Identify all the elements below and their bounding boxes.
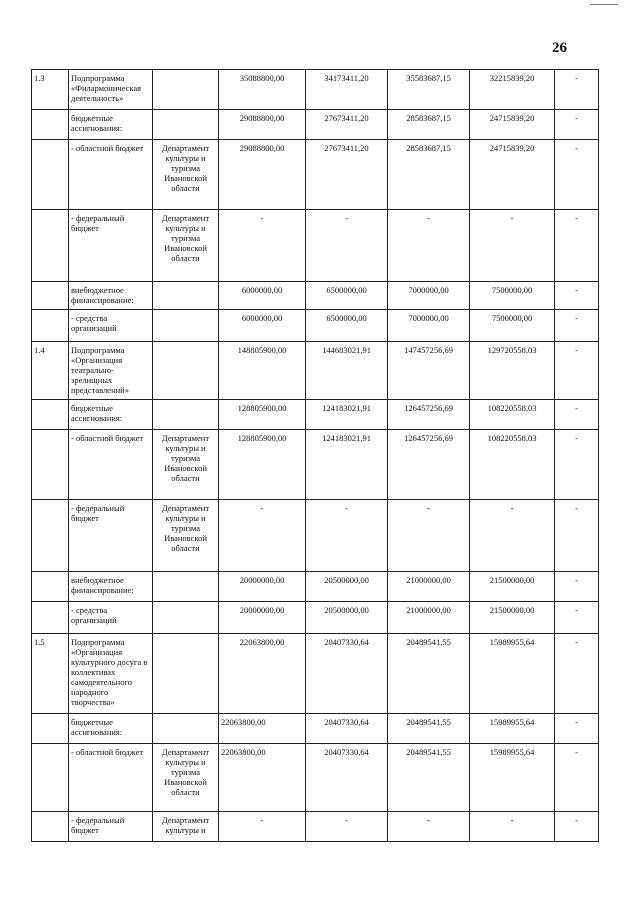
row-value-1: 20000000,00: [219, 602, 306, 634]
row-name: - федеральный бюджет: [69, 500, 153, 572]
table-row: [32, 430, 599, 500]
row-value-1: -: [219, 500, 306, 572]
row-value-1: 35088800,00: [219, 70, 306, 110]
row-number: [32, 744, 69, 812]
row-value-4: 21500000,00: [470, 572, 555, 602]
row-name: внебюджетное финансирование:: [69, 572, 153, 602]
row-name: - средства организаций: [69, 310, 153, 342]
row-number: [32, 812, 69, 842]
table-row: [32, 110, 599, 140]
row-value-5: -: [555, 70, 599, 110]
table-row: [32, 310, 599, 342]
row-name: бюджетные ассигнования:: [69, 714, 153, 744]
row-number: [32, 210, 69, 282]
row-value-1: 22063800,00: [219, 714, 306, 744]
row-executor: Департамент культуры и туризма Ивановской области: [153, 744, 219, 812]
row-value-3: 126457256,69: [388, 430, 470, 500]
row-name: внебюджетное финансирование:: [69, 282, 153, 310]
page-number: 26: [552, 40, 567, 56]
row-name: Подпрограмма «Организация культурного досуга в коллективах самодеятельного народного творчества»: [69, 634, 153, 714]
row-value-4: -: [470, 812, 555, 842]
row-executor: Департамент культуры и туризма Ивановской области: [153, 430, 219, 500]
row-name: - областной бюджет: [69, 140, 153, 210]
row-value-2: 20500000,00: [306, 572, 388, 602]
row-value-4: 7500000,00: [470, 310, 555, 342]
row-executor: Департамент культуры и туризма Ивановской области: [153, 500, 219, 572]
row-number: [32, 602, 69, 634]
row-value-4: 7500000,00: [470, 282, 555, 310]
row-value-5: -: [555, 430, 599, 500]
row-value-3: 20489541,55: [388, 634, 470, 714]
row-value-2: 34173411,20: [306, 70, 388, 110]
row-value-4: 24715839,20: [470, 140, 555, 210]
row-value-3: 20489541,55: [388, 744, 470, 812]
row-value-5: -: [555, 714, 599, 744]
row-value-1: 22063800,00: [219, 744, 306, 812]
row-value-2: 20407330,64: [306, 744, 388, 812]
row-value-2: 20407330,64: [306, 714, 388, 744]
row-value-2: 144683021,91: [306, 342, 388, 400]
row-name: - областной бюджет: [69, 430, 153, 500]
row-value-2: -: [306, 812, 388, 842]
table-row: [32, 342, 599, 400]
table-body: [32, 70, 599, 842]
row-value-2: -: [306, 500, 388, 572]
row-executor: [153, 634, 219, 714]
table-row: [32, 400, 599, 430]
row-name: - федеральный бюджет: [69, 210, 153, 282]
row-value-2: 20407330,64: [306, 634, 388, 714]
table-row: [32, 634, 599, 714]
row-value-5: -: [555, 310, 599, 342]
row-value-5: -: [555, 282, 599, 310]
row-value-1: -: [219, 210, 306, 282]
row-value-3: -: [388, 812, 470, 842]
table-row: [32, 812, 599, 842]
row-value-3: 20489541,55: [388, 714, 470, 744]
table-row: [32, 282, 599, 310]
row-name: бюджетные ассигнования:: [69, 110, 153, 140]
row-number: [32, 140, 69, 210]
table-row: [32, 602, 599, 634]
budget-table: [31, 69, 599, 842]
row-value-4: -: [470, 210, 555, 282]
row-number: 1.4: [32, 342, 69, 400]
row-number: [32, 282, 69, 310]
row-value-5: -: [555, 110, 599, 140]
row-value-4: 15989955,64: [470, 744, 555, 812]
row-number: [32, 572, 69, 602]
row-value-4: 108220558,03: [470, 430, 555, 500]
row-value-2: 124183021,91: [306, 430, 388, 500]
row-value-2: 20500000,00: [306, 602, 388, 634]
row-value-4: 129720558,03: [470, 342, 555, 400]
row-number: [32, 310, 69, 342]
row-value-3: 21000000,00: [388, 602, 470, 634]
table-row: [32, 714, 599, 744]
row-value-3: 7000000,00: [388, 310, 470, 342]
row-value-1: 148805900,00: [219, 342, 306, 400]
row-value-1: 29088800,00: [219, 140, 306, 210]
row-number: [32, 714, 69, 744]
row-value-1: -: [219, 812, 306, 842]
row-executor: [153, 714, 219, 744]
row-executor: [153, 110, 219, 140]
scan-artifact-line: [590, 4, 618, 5]
row-name: бюджетные ассигнования:: [69, 400, 153, 430]
row-value-5: -: [555, 634, 599, 714]
row-name: - федеральный бюджет: [69, 812, 153, 842]
row-value-3: 7000000,00: [388, 282, 470, 310]
row-value-2: 124183021,91: [306, 400, 388, 430]
row-executor: [153, 342, 219, 400]
table-row: [32, 70, 599, 110]
row-value-5: -: [555, 140, 599, 210]
table-row: [32, 572, 599, 602]
row-name: - средства организаций: [69, 602, 153, 634]
row-value-5: -: [555, 572, 599, 602]
row-name: Подпрограмма «Организация театрально-зрелищных представлений»: [69, 342, 153, 400]
row-executor: Департамент культуры и туризма Ивановской области: [153, 140, 219, 210]
row-executor: [153, 282, 219, 310]
row-value-5: -: [555, 812, 599, 842]
row-number: [32, 400, 69, 430]
row-value-1: 29088800,00: [219, 110, 306, 140]
row-name: - областной бюджет: [69, 744, 153, 812]
row-value-5: -: [555, 500, 599, 572]
row-number: [32, 110, 69, 140]
row-value-1: 6000000,00: [219, 310, 306, 342]
table-row: [32, 500, 599, 572]
row-executor: [153, 602, 219, 634]
table-row: [32, 140, 599, 210]
row-executor: Департамент культуры и: [153, 812, 219, 842]
row-executor: [153, 400, 219, 430]
table-row: [32, 210, 599, 282]
row-value-3: 147457256,69: [388, 342, 470, 400]
row-value-4: 32215839,20: [470, 70, 555, 110]
row-value-3: -: [388, 210, 470, 282]
row-number: 1.5: [32, 634, 69, 714]
row-value-3: -: [388, 500, 470, 572]
row-value-4: 24715839,20: [470, 110, 555, 140]
row-value-1: 22063800,00: [219, 634, 306, 714]
row-value-5: -: [555, 602, 599, 634]
row-value-3: 28583687,15: [388, 140, 470, 210]
row-value-1: 20000000,00: [219, 572, 306, 602]
row-number: 1.3: [32, 70, 69, 110]
row-value-4: 15989955,64: [470, 634, 555, 714]
row-value-5: -: [555, 342, 599, 400]
row-name: Подпрограмма «Филармоническая деятельность»: [69, 70, 153, 110]
row-value-4: 108220558,03: [470, 400, 555, 430]
row-executor: [153, 70, 219, 110]
row-number: [32, 430, 69, 500]
row-executor: [153, 310, 219, 342]
table-row: [32, 744, 599, 812]
row-value-5: -: [555, 400, 599, 430]
row-value-1: 128805900,00: [219, 400, 306, 430]
row-executor: [153, 572, 219, 602]
row-value-2: 6500000,00: [306, 310, 388, 342]
row-value-1: 128805900,00: [219, 430, 306, 500]
row-value-3: 28583687,15: [388, 110, 470, 140]
row-value-4: 15989955,64: [470, 714, 555, 744]
row-value-3: 35583687,15: [388, 70, 470, 110]
row-executor: Департамент культуры и туризма Ивановской области: [153, 210, 219, 282]
row-value-5: -: [555, 744, 599, 812]
row-value-2: 6500000,00: [306, 282, 388, 310]
row-value-2: 27673411,20: [306, 110, 388, 140]
row-value-3: 126457256,69: [388, 400, 470, 430]
row-value-2: 27673411,20: [306, 140, 388, 210]
row-value-3: 21000000,00: [388, 572, 470, 602]
row-value-4: 21500000,00: [470, 602, 555, 634]
row-value-5: -: [555, 210, 599, 282]
row-value-4: -: [470, 500, 555, 572]
row-number: [32, 500, 69, 572]
row-value-2: -: [306, 210, 388, 282]
row-value-1: 6000000,00: [219, 282, 306, 310]
